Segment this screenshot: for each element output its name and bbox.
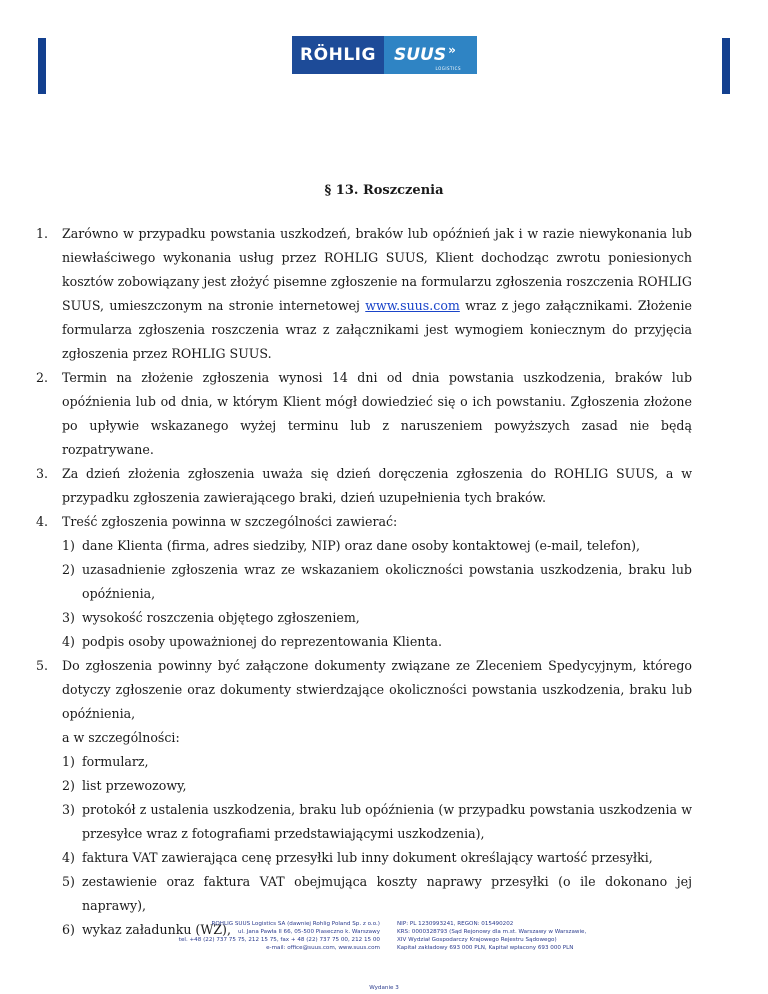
- footer-line: Kapitał zakładowy 693 000 PLN, Kapitał wpłacony 693 000 PLN: [397, 945, 574, 951]
- logo-suus: [384, 36, 477, 74]
- paragraph-4: [36, 510, 692, 534]
- list-item-text: dane Klienta (firma, adres siedziby, NIP) oraz dane osoby kontaktowej (e-mail, telefon),: [82, 538, 640, 553]
- list-item-number: 2): [62, 562, 75, 577]
- company-logo: [292, 36, 477, 74]
- footer-line: e-mail: office@suus.com, www.suus.com: [266, 945, 380, 951]
- list-item-number: 1): [62, 538, 75, 553]
- list-item: [36, 798, 692, 846]
- document-body: [36, 222, 692, 942]
- right-accent-bar: [722, 38, 730, 94]
- footer-line: NIP: PL 1230993241, REGON: 015490202: [397, 921, 514, 927]
- website-link[interactable]: www.suus.com: [365, 298, 460, 313]
- list-item-number: 3): [62, 802, 75, 817]
- list-item-text: wysokość roszczenia objętego zgłoszeniem,: [82, 610, 360, 625]
- list-item: [36, 750, 692, 774]
- footer-line: ul. Jana Pawła II 66, 05-500 Piaseczno k. Warszawy: [238, 929, 380, 935]
- footer-line: XIV Wydział Gospodarczy Krajowego Rejestru Sądowego): [397, 937, 557, 943]
- footer-line: KRS: 0000328793 (Sąd Rejonowy dla m.st. Warszawy w Warszawie,: [397, 929, 587, 935]
- paragraph-text-part: wraz z jego załącznikami. Złożenie formularza zgłoszenia roszczenia wraz z załącznikami jest wymogiem koniecznym do przyjęcia zgłoszenia przez ROHLIG SUUS.: [62, 298, 692, 361]
- list-item-text: podpis osoby upoważnionej do reprezentowania Klienta.: [82, 634, 442, 649]
- list-item-text: faktura VAT zawierająca cenę przesyłki lub inny dokument określający wartość przesyłki,: [82, 850, 653, 865]
- list-item-number: 6): [62, 922, 75, 937]
- left-accent-bar: [38, 38, 46, 94]
- paragraph-continuation: a w szczególności:: [62, 730, 180, 745]
- logo-rohlig: RÖHLIG: [292, 36, 384, 74]
- logo-suus-text: SUUS: [394, 45, 447, 65]
- paragraph-number: 5.: [36, 658, 49, 673]
- paragraph-text: Treść zgłoszenia powinna w szczególności zawierać:: [62, 514, 398, 529]
- paragraph-text: Do zgłoszenia powinny być załączone dokumenty związane ze Zleceniem Spedycyjnym, którego dotyczy zgłoszenie oraz dokumenty stwierdzające okoliczności powstania uszkodzenia, braku lub opóźnienia,: [62, 658, 692, 721]
- footer-registration-info: [397, 920, 657, 952]
- list-item: [36, 534, 692, 558]
- paragraph-5: [36, 654, 692, 726]
- paragraph-number: 4.: [36, 514, 49, 529]
- list-item-text: wykaz załadunku (WZ),: [82, 922, 231, 937]
- list-item-text: uzasadnienie zgłoszenia wraz ze wskazaniem okoliczności powstania uszkodzenia, braku lub opóźnienia,: [82, 562, 692, 601]
- footer-company-info: [150, 920, 380, 952]
- list-item-text: protokół z ustalenia uszkodzenia, braku lub opóźnienia (w przypadku powstania uszkodzenia w przesyłce wraz z fotografiami przedstawiającymi uszkodzenia),: [82, 802, 692, 841]
- list-item-number: 3): [62, 610, 75, 625]
- list-item: [36, 606, 692, 630]
- list-item-number: 4): [62, 634, 75, 649]
- edition-label: Wydanie 3: [369, 985, 399, 991]
- paragraph-2: [36, 366, 692, 462]
- paragraph-number: 3.: [36, 466, 49, 481]
- list-item: [36, 630, 692, 654]
- list-item-number: 4): [62, 850, 75, 865]
- logo-subtext: LOGISTICS: [435, 66, 461, 71]
- list-item: [36, 774, 692, 798]
- list-item-text: list przewozowy,: [82, 778, 187, 793]
- footer-line: tel. +48 (22) 737 75 75, 212 15 75, fax + 48 (22) 737 75 00, 212 15 00: [178, 937, 380, 943]
- section-title: § 13. Roszczenia: [324, 183, 444, 198]
- paragraph-number: 2.: [36, 370, 49, 385]
- paragraph-text-part: Zarówno w przypadku powstania uszkodzeń, braków lub opóźnień jak i w razie niewykonania lub niewłaściwego wykonania usług przez ROHLIG SUUS, Klient dochodząc zwrotu poniesionych kosztów zobowiązany jest złożyć pisemne zgłoszenie na formularzu zgłoszenia roszczenia ROHLIG SUUS, umieszczonym na stronie internetowej: [62, 226, 692, 313]
- paragraph-number: 1.: [36, 226, 49, 241]
- paragraph-1: [36, 222, 692, 366]
- list-item-text: formularz,: [82, 754, 149, 769]
- footer-line: ROHLIG SUUS Logistics SA (dawniej Rohlig Poland Sp. z o.o.): [211, 921, 380, 927]
- list-item-number: 2): [62, 778, 75, 793]
- list-item: [36, 870, 692, 918]
- paragraph-text: Termin na złożenie zgłoszenia wynosi 14 dni od dnia powstania uszkodzenia, braków lub opóźnienia lub od dnia, w którym Klient mógł dowiedzieć się o ich powstaniu. Zgłoszenia złożone po upływie wskazanego wyżej terminu lub z naruszeniem powyższych zasad nie będą rozpatrywane.: [62, 370, 692, 457]
- list-item-number: 5): [62, 874, 75, 889]
- list-item: [36, 558, 692, 606]
- list-item-number: 1): [62, 754, 75, 769]
- list-item-text: zestawienie oraz faktura VAT obejmująca koszty naprawy przesyłki (o ile dokonano jej naprawy),: [82, 874, 692, 913]
- paragraph-3: [36, 462, 692, 510]
- list-item: [36, 846, 692, 870]
- paragraph-text: [62, 222, 692, 366]
- logo-chevron-icon: »: [448, 43, 456, 57]
- paragraph-text: Za dzień złożenia zgłoszenia uważa się dzień doręczenia zgłoszenia do ROHLIG SUUS, a w przypadku zgłoszenia zawierającego braki, dzień uzupełnienia tych braków.: [62, 466, 692, 505]
